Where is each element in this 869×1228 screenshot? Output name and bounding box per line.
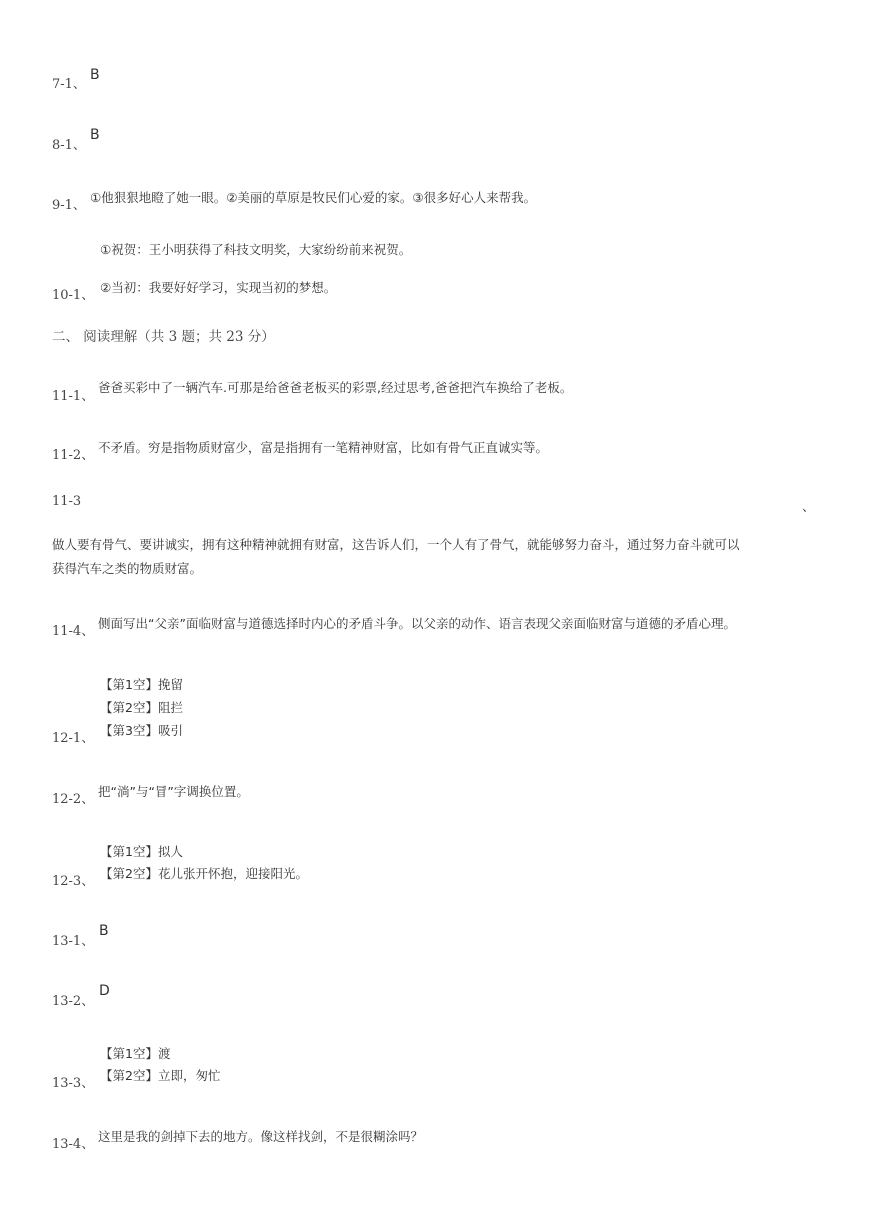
q8-1-label: 8-1、	[52, 138, 86, 153]
q13-1-label: 13-1、	[52, 934, 95, 949]
q12-3-blank2: 【第2空】花儿张开怀抱，迎接阳光。	[100, 866, 308, 881]
q10-1-line1: ①祝贺：王小明获得了科技文明奖，大家纷纷前来祝贺。	[100, 242, 412, 257]
q12-1-blank2: 【第2空】阻拦	[100, 700, 183, 715]
q9-1-answer: ①他狠狠地瞪了她一眼。②美丽的草原是牧民们心爱的家。③很多好心人来帮我。	[90, 190, 537, 205]
q13-3-label: 13-3、	[52, 1076, 95, 1091]
q11-3-line1: 做人要有骨气、要讲诚实，拥有这种精神就拥有财富，这告诉人们，一个人有了骨气，就能够努力奋斗，通过努力奋斗就可以	[52, 537, 740, 552]
q8-1-answer: B	[90, 127, 100, 143]
q13-4-label: 13-4、	[52, 1137, 95, 1152]
q12-3-blank1: 【第1空】拟人	[100, 844, 183, 859]
q10-1-line2: ②当初：我要好好学习，实现当初的梦想。	[100, 280, 337, 295]
q11-1-label: 11-1、	[52, 389, 95, 404]
q11-3-separator: 、	[802, 500, 816, 515]
q11-2-answer: 不矛盾。穷是指物质财富少，富是指拥有一笔精神财富，比如有骨气正直诚实等。	[98, 440, 549, 455]
q12-2-label: 12-2、	[52, 792, 95, 807]
q9-1-label: 9-1、	[52, 198, 86, 213]
q13-2-label: 13-2、	[52, 994, 95, 1009]
q13-2-answer: D	[99, 983, 110, 999]
q11-1-answer: 爸爸买彩中了一辆汽车.可那是给爸爸老板买的彩票,经过思考,爸爸把汽车换给了老板。	[98, 380, 573, 395]
q12-3-label: 12-3、	[52, 874, 95, 889]
q11-4-label: 11-4、	[52, 624, 95, 639]
q13-4-answer: 这里是我的剑掉下去的地方。像这样找剑，不是很糊涂吗？	[98, 1129, 424, 1144]
q10-1-label: 10-1、	[52, 288, 95, 303]
q7-1-answer: B	[90, 67, 100, 83]
q11-2-label: 11-2、	[52, 448, 95, 463]
q13-1-answer: B	[99, 923, 109, 939]
q11-3-label: 11-3	[52, 494, 82, 509]
q13-3-blank2: 【第2空】立即，匆忙	[100, 1068, 221, 1083]
q12-1-blank3: 【第3空】吸引	[100, 723, 183, 738]
section-2-title: 二、 阅读理解（共 3 题；共 23 分）	[52, 329, 275, 345]
q7-1-label: 7-1、	[52, 77, 86, 92]
q11-3-line2: 获得汽车之类的物质财富。	[52, 561, 203, 576]
q12-1-label: 12-1、	[52, 731, 95, 746]
q13-3-blank1: 【第1空】渡	[100, 1046, 171, 1061]
q12-2-answer: 把“淌”与“冒”字调换位置。	[98, 784, 249, 799]
q12-1-blank1: 【第1空】挽留	[100, 677, 183, 692]
q11-4-answer: 侧面写出“父亲”面临财富与道德选择时内心的矛盾斗争。以父亲的动作、语言表现父亲面临财富与道德的矛盾心理。	[98, 616, 736, 631]
